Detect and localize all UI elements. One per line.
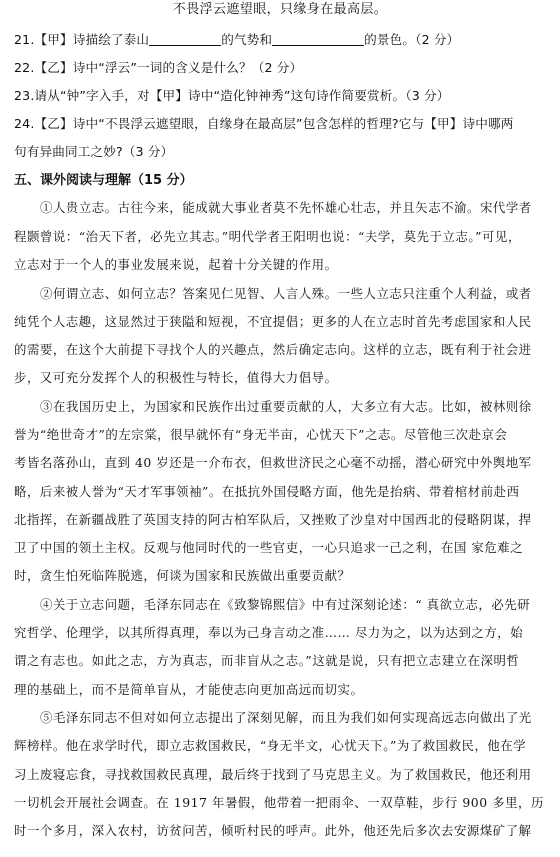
paragraph-2-line: 步，又可充分发挥个人的积极性与特长，值得大力倡导。 bbox=[14, 370, 338, 385]
section-heading: 五、课外阅读与理解（15 分） bbox=[14, 173, 193, 188]
question-24-line-1: 24.【乙】诗中“不畏浮云遮望眼，自缘身在最高层”包含怎样的哲理?它与【甲】诗中哪两 bbox=[14, 116, 514, 131]
question-21-part1: 21.【甲】诗描绘了泰山 bbox=[14, 32, 150, 47]
paragraph-1-line: 程颢曾说：“治天下者，必先立其志。”明代学者王阳明也说：“夫学，莫先于立志。”可见， bbox=[14, 229, 521, 244]
paragraph-1-line: ①人贵立志。古往今来，能成就大事业者莫不先怀雄心壮志，并且矢志不渝。宋代学者 bbox=[40, 200, 532, 215]
paragraph-4-line: ④关于立志问题，毛泽东同志在《致黎锦熙信》中有过深刻论述：“ 真欲立志，必先研 bbox=[40, 597, 531, 612]
question-22: 22.【乙】诗中“浮云”一词的含义是什么？（2 分） bbox=[14, 60, 303, 75]
paragraph-3-line: 考皆名落孙山，直到 40 岁还是一介布衣，但救世济民之心毫不动摇，潜心研究中外舆地军 bbox=[14, 455, 532, 470]
paragraph-4-line: 理的基础上，而不是简单盲从，才能使志向更加高远而切实。 bbox=[14, 682, 364, 697]
paragraph-3-line: 北指挥，在新疆战胜了英国支持的阿古柏军队后，又挫败了沙皇对中国西北的侵略阴谋，捍 bbox=[14, 512, 532, 527]
poem-closing-line: 不畏浮云遮望眼，只缘身在最高层。 bbox=[172, 2, 388, 17]
question-23: 23.请从“钟”字入手，对【甲】诗中“造化钟神秀”这句诗作简要赏析。（3 分） bbox=[14, 88, 450, 103]
paragraph-3-line: ③在我国历史上，为国家和民族作出过重要贡献的人，大多立有大志。比如，被林则徐 bbox=[40, 399, 532, 414]
paragraph-3-line: 时，贪生怕死临阵脱逃，何谈为国家和民族做出重要贡献？ bbox=[14, 568, 351, 583]
paragraph-5-line: ⑤毛泽东同志不但对如何立志提出了深刻见解，而且为我们如何实现高远志向做出了光 bbox=[40, 710, 532, 725]
paragraph-5-line: 习上废寝忘食，寻找救国救民真理，最后终于找到了马克思主义。为了救国救民，他还利用 bbox=[14, 767, 532, 782]
question-21-part3: 的景色。（2 分） bbox=[364, 32, 460, 47]
answer-blank-1[interactable] bbox=[149, 32, 221, 46]
paragraph-4-line: 究哲学、伦理学，以其所得真理，奉以为己身言动之准…… 尽力为之，以为达到之方，始 bbox=[14, 625, 524, 640]
paragraph-5-line: 辉榜样。他在求学时代，即立志救国救民，“身无半文，心忧天下。”为了救国救民，他在学 bbox=[14, 738, 527, 753]
answer-blank-2[interactable] bbox=[272, 32, 364, 46]
question-21 bbox=[14, 31, 546, 49]
question-24-line-2: 句有异曲同工之妙?（3 分） bbox=[14, 144, 174, 159]
paragraph-4-line: 谓之有志也。如此之志，方为真志，而非盲从之志。”这就是说，只有把立志建立在深明哲 bbox=[14, 653, 520, 668]
paragraph-2-line: 的需要，在这个大前提下寻找个人的兴趣点，然后确定志向。这样的立志，既有利于社会进 bbox=[14, 342, 532, 357]
paragraph-3-line: 略，后来被人誉为“天才军事领袖”。在抵抗外国侵略方面，他先是抬病、带着棺材前赴西 bbox=[14, 484, 520, 499]
paragraph-5-line: 一切机会开展社会调查。在 1917 年暑假，他带着一把雨伞、一双草鞋，步行 900 多里，历 bbox=[14, 795, 544, 810]
question-21-part2: 的气势和 bbox=[221, 32, 273, 47]
paragraph-1-line: 立志对于一个人的事业发展来说，起着十分关键的作用。 bbox=[14, 257, 338, 272]
paragraph-3-line: 卫了中国的领土主权。反观与他同时代的一些官吏，一心只追求一己之利，在国 家危难之 bbox=[14, 540, 524, 555]
paragraph-2-line: ②何谓立志、如何立志？答案见仁见智、人言人殊。一些人立志只注重个人利益，或者 bbox=[40, 286, 532, 301]
paragraph-2-line: 纯凭个人志趣，这显然过于狭隘和短视，不宜提倡；更多的人在立志时首先考虑国家和人民 bbox=[14, 314, 532, 329]
paragraph-3-line: 誉为“绝世奇才”的左宗棠，很早就怀有“身无半亩，心忧天下”之志。尽管他三次赴京会 bbox=[14, 427, 508, 442]
paragraph-5-line: 时一个多月，深入农村，访贫问苦，倾听村民的呼声。此外，他还先后多次去安源煤矿了解 bbox=[14, 823, 532, 838]
